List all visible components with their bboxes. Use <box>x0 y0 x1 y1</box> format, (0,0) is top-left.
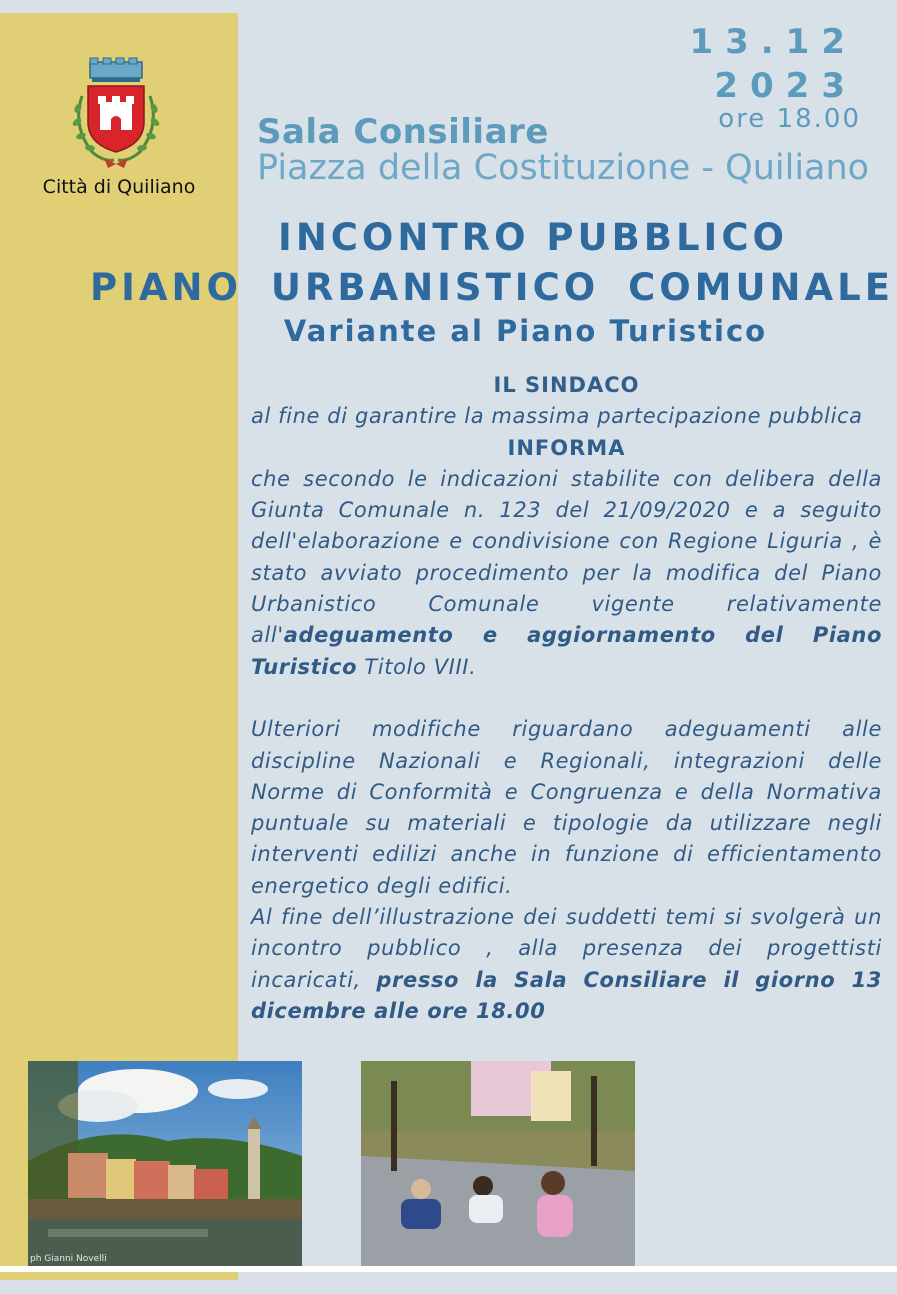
paragraph-deliberation-emphasis: adeguamento e aggiornamento del Piano Turistico <box>251 623 882 679</box>
title-urban-plan: PIANO URBANISTICO COMUNALE <box>90 266 894 309</box>
paragraph-deliberation-end: Titolo VIII. <box>357 654 477 679</box>
paragraph-deliberation-text: che secondo le indicazioni stabilite con delibera della Giunta Comunale n. 123 del 21/09/2020 e a seguito dell'elaborazione e condivisione con Regione Liguria , è stato avviato procedimento per la modifica del Piano Urbanistico Comunale vigente relativamente all' <box>251 466 882 648</box>
announcement-body <box>251 370 882 1027</box>
bottom-divider <box>0 1266 897 1272</box>
paragraph-modifications: Ulteriori modifiche riguardano adeguamenti alle discipline Nazionali e Regionali, integrazioni delle Norme di Conformità e Congruenza e della Normativa puntuale su materiali e tipologie da utilizzare negli interventi edilizi anche in funzione di efficientamento energetico degli edifici. <box>251 717 882 898</box>
event-date-day-month: 13.12 <box>689 22 857 62</box>
event-address: Piazza della Costituzione - Quiliano <box>257 148 870 188</box>
subtitle-tourist-plan: Variante al Piano Turistico <box>283 314 768 348</box>
municipality-name: Città di Quiliano <box>42 176 196 198</box>
event-date <box>689 20 857 108</box>
paragraph-meeting-text: Al fine dell’illustrazione dei suddetti temi si svolgerà un incontro pubblico , alla presenza dei progettisti incaricati, <box>251 905 882 992</box>
paragraph-meeting-emphasis: presso la Sala Consiliare il giorno 13 dicembre alle ore 18.00 <box>251 967 882 1023</box>
coat-of-arms-logo <box>68 56 164 172</box>
event-venue: Sala Consiliare <box>257 112 549 152</box>
title-public-meeting: INCONTRO PUBBLICO <box>278 216 788 259</box>
children-playing-photo <box>361 1061 635 1266</box>
heading-sindaco: IL SINDACO <box>493 373 640 397</box>
event-date-year: 2023 <box>714 66 857 106</box>
paragraph-deliberation <box>251 464 882 683</box>
photo-credit: ph Gianni Novelli <box>30 1254 107 1264</box>
village-photo <box>28 1061 302 1266</box>
heading-informa: INFORMA <box>507 435 626 460</box>
intro-paragraph: al fine di garantire la massima partecipazione pubblica <box>251 404 863 429</box>
event-time: ore 18.00 <box>718 104 861 134</box>
paragraph-meeting <box>251 902 882 1027</box>
